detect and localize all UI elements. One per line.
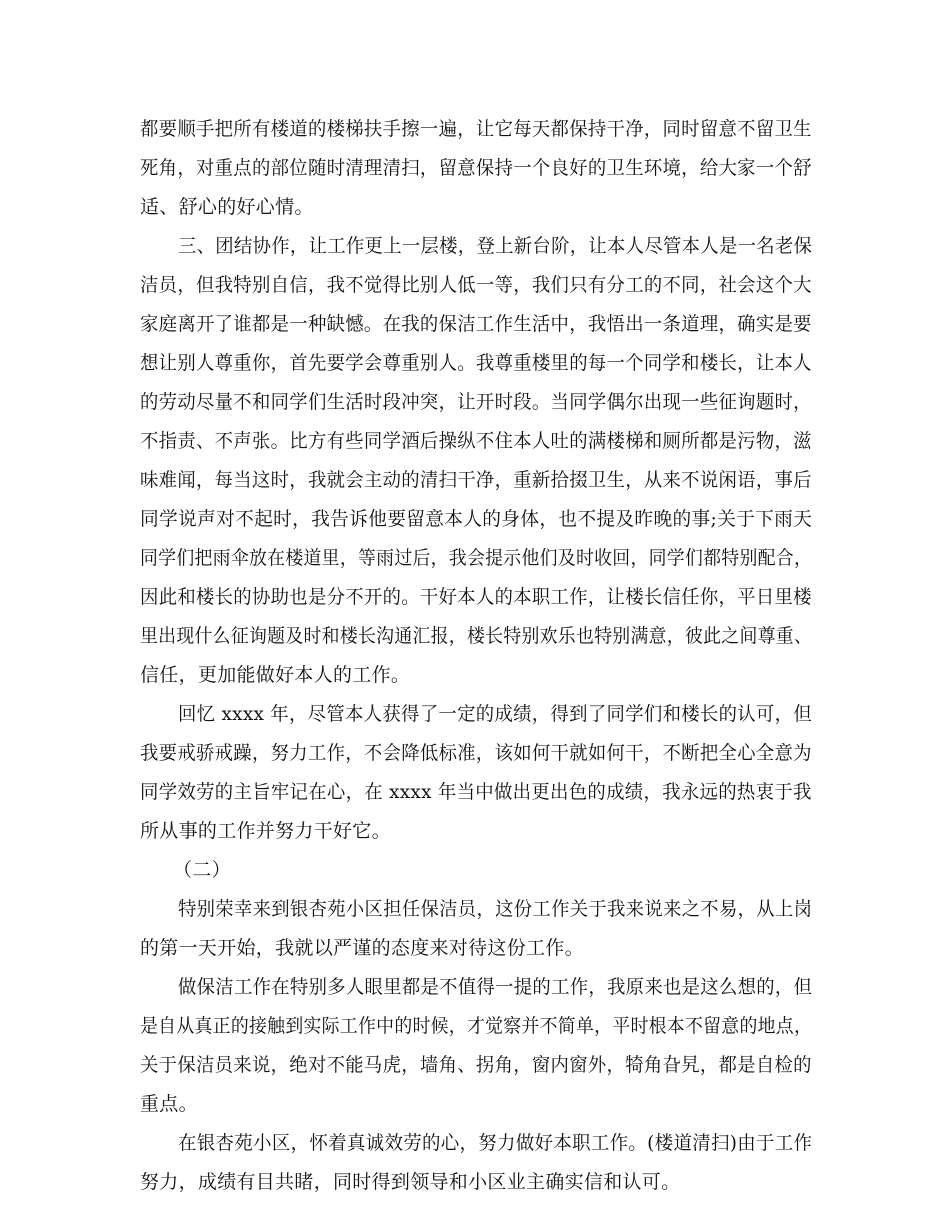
- text-line: 家庭离开了谁都是一种缺憾。在我的保洁工作生活中，我悟出一条道理，确实是要: [140, 313, 812, 335]
- text-line: 同学效劳的主旨牢记在心，在 xxxx 年当中做出更出色的成绩，我永远的热衷于我: [140, 781, 812, 803]
- text-line: 做保洁工作在特别多人眼里都是不值得一提的工作，我原来也是这么想的，但: [178, 976, 813, 998]
- text-line: 死角，对重点的部位随时清理清扫，留意保持一个良好的卫生环境，给大家一个舒: [140, 157, 812, 179]
- text-line: 信任，更加能做好本人的工作。: [140, 664, 411, 686]
- text-line: 是自从真正的接触到实际工作中的时候，才觉察并不简单，平时根本不留意的地点，: [140, 1015, 813, 1037]
- text-line: 所从事的工作并努力干好它。: [140, 820, 391, 842]
- text-line: 的第一天开始，我就以严谨的态度来对待这份工作。: [140, 937, 584, 959]
- text-line: 在银杏苑小区，怀着真诚效劳的心，努力做好本职工作。(楼道清扫)由于工作: [178, 1132, 813, 1154]
- text-line: 想让别人尊重你，首先要学会尊重别人。我尊重楼里的每一个同学和楼长，让本人: [140, 352, 812, 374]
- text-line: 不指责、不声张。比方有些同学酒后操纵不住本人吐的满楼梯和厕所都是污物，滋: [140, 430, 812, 452]
- section-heading: （二）: [173, 859, 231, 881]
- text-line: 回忆 xxxx 年，尽管本人获得了一定的成绩，得到了同学们和楼长的认可，但: [178, 703, 813, 725]
- text-line: 适、舒心的好心情。: [140, 196, 314, 218]
- text-line: 的劳动尽量不和同学们生活时段冲突，让开时段。当同学偶尔出现一些征询题时，: [140, 391, 812, 413]
- text-line: 特别荣幸来到银杏苑小区担任保洁员，这份工作关于我来说来之不易，从上岗: [178, 898, 813, 920]
- text-line: 味难闻，每当这时，我就会主动的清扫干净，重新拾掇卫生，从来不说闲语，事后: [140, 469, 812, 491]
- text-line: 三、团结协作，让工作更上一层楼，登上新台阶，让本人尽管本人是一名老保: [178, 235, 813, 257]
- text-line: 我要戒骄戒躁，努力工作，不会降低标准，该如何干就如何干，不断把全心全意为: [140, 742, 812, 764]
- text-line: 同学说声对不起时，我告诉他要留意本人的身体，也不提及昨晚的事;关于下雨天: [140, 508, 813, 530]
- text-line: 努力，成绩有目共睹，同时得到领导和小区业主确实信和认可。: [140, 1171, 681, 1193]
- text-line: 因此和楼长的协助也是分不开的。干好本人的本职工作，让楼长信任你，平日里楼: [140, 586, 812, 608]
- text-line: 洁员，但我特别自信，我不觉得比别人低一等，我们只有分工的不同，社会这个大: [140, 274, 812, 296]
- text-line: 都要顺手把所有楼道的楼梯扶手擦一遍，让它每天都保持干净，同时留意不留卫生: [140, 118, 812, 140]
- text-line: 重点。: [140, 1093, 198, 1115]
- text-line: 同学们把雨伞放在楼道里，等雨过后，我会提示他们及时收回，同学们都特别配合，: [140, 547, 813, 569]
- text-line: 里出现什么征询题及时和楼长沟通汇报，楼长特别欢乐也特别满意，彼此之间尊重、: [140, 625, 813, 647]
- text-line: 关于保洁员来说，绝对不能马虎，墙角、拐角，窗内窗外，犄角旮旯，都是自检的: [140, 1054, 812, 1076]
